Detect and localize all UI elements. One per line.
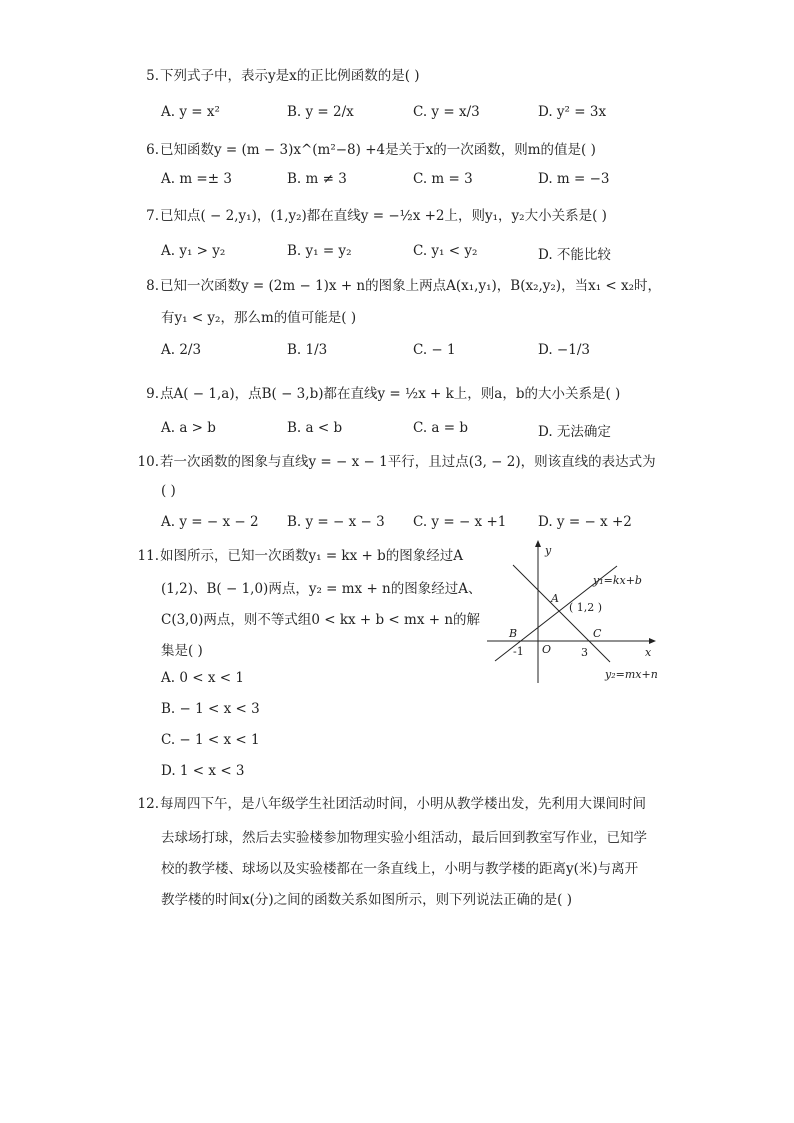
coordinate-graph — [485, 540, 665, 685]
question-text-line: 每周四下午，是八年级学生社团活动时间，小明从教学楼出发，先利用大课间时间 — [160, 796, 646, 812]
question-number: 8. — [146, 278, 159, 294]
question-text-line: (1,2)、B( − 1,0)两点，y₂ = mx + n的图象经过A、 — [161, 581, 482, 597]
question-number: 10. — [137, 454, 159, 470]
x-axis-label: x — [645, 646, 652, 659]
option-b[interactable]: B. m ≠ 3 — [287, 171, 347, 187]
question-number: 5. — [146, 68, 159, 84]
option-a[interactable]: A. 0 < x < 1 — [161, 670, 244, 686]
question-10-options — [161, 514, 681, 534]
question-text-line: 教学楼的时间x(分)之间的函数关系如图所示，则下列说法正确的是( ) — [161, 892, 572, 908]
question-number: 7. — [146, 208, 159, 224]
option-b[interactable]: B. y₁ = y₂ — [287, 243, 352, 259]
question-text: 已知一次函数y = (2m − 1)x + n的图象上两点A(x₁,y₁)，B(x₂,y₂)，当x₁ < x₂时， — [160, 278, 662, 294]
option-d[interactable]: D. 不能比较 — [538, 247, 611, 263]
option-c[interactable]: C. − 1 — [413, 342, 456, 358]
x-axis-arrow-icon — [649, 638, 656, 644]
option-c[interactable]: C. y = x/3 — [413, 104, 480, 120]
question-text: 若一次函数的图象与直线y = − x − 1平行，且过点(3, − 2)，则该直线的表达式为 — [160, 454, 656, 470]
option-c[interactable]: C. y₁ < y₂ — [413, 243, 478, 259]
question-5-options — [161, 104, 681, 124]
question-number: 12. — [137, 796, 159, 812]
option-a[interactable]: A. y = − x − 2 — [161, 514, 259, 530]
option-b[interactable]: B. y = 2/x — [287, 104, 354, 120]
option-b[interactable]: B. a < b — [287, 420, 343, 436]
option-c[interactable]: C. − 1 < x < 1 — [161, 732, 260, 748]
tick-three: 3 — [581, 646, 588, 659]
question-9-options — [161, 420, 681, 440]
question-text: 已知函数y = (m − 3)x^(m²−8) +4是关于x的一次函数，则m的值是( ) — [160, 142, 596, 158]
q11-figure — [485, 540, 665, 685]
point-a-coordinate: ( 1,2 ) — [569, 601, 603, 614]
option-d[interactable]: D. −1/3 — [538, 342, 590, 358]
question-text: 下列式子中，表示y是x的正比例函数的是( ) — [160, 68, 420, 84]
tick-neg-one: -1 — [513, 645, 524, 658]
option-b[interactable]: B. 1/3 — [287, 342, 328, 358]
option-c[interactable]: C. m = 3 — [413, 171, 473, 187]
question-7-options — [161, 243, 681, 263]
question-10-text-continued: ( ) — [161, 483, 176, 499]
option-c[interactable]: C. a = b — [413, 420, 469, 436]
origin-label: O — [542, 643, 552, 656]
question-text-line: 去球场打球，然后去实验楼参加物理实验小组活动，最后回到教室写作业，已知学 — [161, 830, 647, 846]
option-a[interactable]: A. y = x² — [161, 104, 220, 120]
point-a-label: A — [551, 592, 559, 605]
question-number: 6. — [146, 142, 159, 158]
question-text-line: 如图所示，已知一次函数y₁ = kx + b的图象经过A — [160, 548, 464, 564]
option-d[interactable]: D. m = −3 — [538, 171, 610, 187]
question-text-line: C(3,0)两点，则不等式组0 < kx + b < mx + n的解 — [161, 612, 481, 628]
option-d[interactable]: D. 1 < x < 3 — [161, 763, 245, 779]
question-8-text-continued: 有y₁ < y₂，那么m的值可能是( ) — [161, 310, 357, 326]
question-number: 11. — [137, 548, 159, 564]
question-6-options — [161, 171, 681, 191]
line-y1-label: y₁=kx+b — [593, 574, 642, 587]
question-text-line: 校的教学楼、球场以及实验楼都在一条直线上，小明与教学楼的距离y(米)与离开 — [161, 861, 639, 877]
option-d[interactable]: D. 无法确定 — [538, 424, 611, 440]
option-c[interactable]: C. y = − x +1 — [413, 514, 507, 530]
line-y2-label: y₂=mx+n — [605, 668, 658, 681]
question-text: 已知点( − 2,y₁)，(1,y₂)都在直线y = −½x +2上，则y₁，y₂大小关系是( ) — [160, 208, 607, 224]
point-c-label: C — [593, 627, 602, 640]
option-b[interactable]: B. − 1 < x < 3 — [161, 701, 260, 717]
option-a[interactable]: A. y₁ > y₂ — [161, 243, 226, 259]
point-b-label: B — [509, 627, 518, 640]
question-text: 点A( − 1,a)，点B( − 3,b)都在直线y = ½x + k上，则a，b的大小关系是( ) — [160, 386, 621, 402]
option-d[interactable]: D. y = − x +2 — [538, 514, 632, 530]
y-axis-label: y — [545, 544, 552, 557]
question-number: 9. — [146, 386, 159, 402]
option-a[interactable]: A. 2/3 — [161, 342, 202, 358]
option-a[interactable]: A. m =± 3 — [161, 171, 232, 187]
question-8-options — [161, 342, 681, 362]
question-text-line: 集是( ) — [161, 643, 203, 659]
y-axis-arrow-icon — [535, 540, 541, 547]
option-a[interactable]: A. a > b — [161, 420, 216, 436]
option-b[interactable]: B. y = − x − 3 — [287, 514, 385, 530]
option-d[interactable]: D. y² = 3x — [538, 104, 607, 120]
